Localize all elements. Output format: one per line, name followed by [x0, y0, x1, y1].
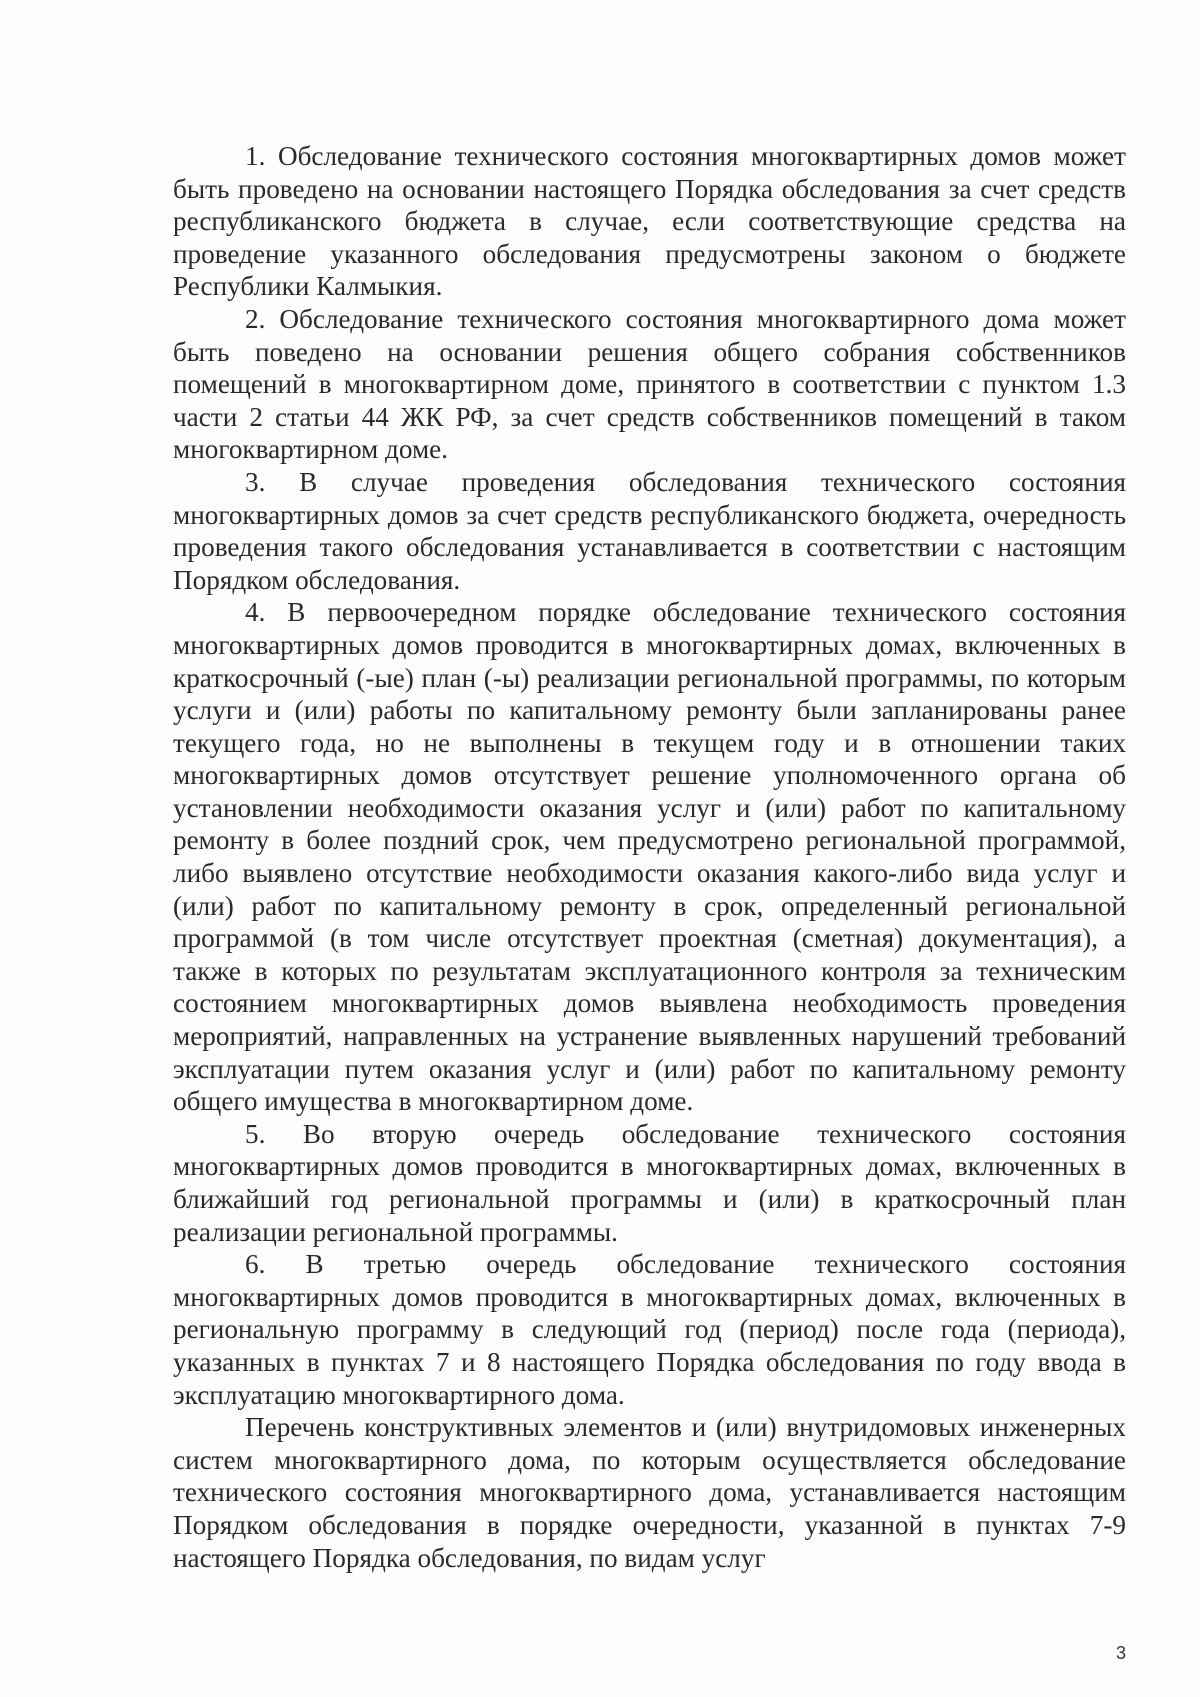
paragraph-2: 2. Обследование технического состояния многоквартирного дома может быть поведено на основании решения общего собрания собственников помещений в многоквартирном доме, принятого в соответствии с пунктом 1.3 части 2 статьи 44 ЖК РФ, за счет средств собственников помещений в таком многоквартирном доме.	[173, 303, 1126, 465]
paragraph-3: 3. В случае проведения обследования технического состояния многоквартирных домов за счет средств республиканского бюджета, очередность проведения такого обследования устанавливается в соответствии с настоящим Порядком обследования.	[173, 466, 1126, 595]
document-body	[173, 140, 1126, 1574]
paragraph-6: 6. В третью очередь обследование технического состояния многоквартирных домов проводится в многоквартирных домах, включенных в региональную программу в следующий год (период) после года (периода), указанных в пунктах 7 и 8 настоящего Порядка обследования по году ввода в эксплуатацию многоквартирного дома.	[173, 1249, 1126, 1410]
paragraph-list-intro: Перечень конструктивных элементов и (или) внутридомовых инженерных систем многоквартирного дома, по которым осуществляется обследование технического состояния многоквартирного дома, устанавливается настоящим Порядком обследования в порядке очередности, указанной в пунктах 7-9 настоящего Порядка обследования, по видам услуг	[173, 1412, 1126, 1573]
page-number: 3	[1115, 1643, 1126, 1663]
paragraph-1: 1. Обследование технического состояния многоквартирных домов может быть проведено на основании настоящего Порядка обследования за счет средств республиканского бюджета в случае, если соответствующие средства на проведение указанного обследования предусмотрены законом о бюджете Республики Калмыкия.	[173, 141, 1126, 302]
paragraph-5: 5. Во вторую очередь обследование технического состояния многоквартирных домов проводится в многоквартирных домах, включенных в ближайший год региональной программы и (или) в краткосрочный план реализации региональной программы.	[173, 1118, 1126, 1247]
paragraph-4: 4. В первоочередном порядке обследование технического состояния многоквартирных домов проводится в многоквартирных домах, включенных в краткосрочный (-ые) план (-ы) реализации региональной программы, по которым услуги и (или) работы по капитальному ремонту были запланированы ранее текущего года, но не выполнены в текущем году и в отношении таких многоквартирных домов отсутствует решение уполномоченного органа об установлении необходимости оказания услуг и (или) работ по капитальному ремонту в более поздний срок, чем предусмотрено региональной программой, либо выявлено отсутствие необходимости оказания какого-либо вида услуг и (или) работ по капитальному ремонту в срок, определенный региональной программой (в том числе отсутствует проектная (сметная) документация), а также в которых по результатам эксплуатационного контроля за техническим состоянием многоквартирных домов выявлена необходимость проведения мероприятий, направленных на устранение выявленных нарушений требований эксплуатации путем оказания услуг и (или) работ по капитальному ремонту общего имущества в многоквартирном доме.	[173, 597, 1126, 1117]
